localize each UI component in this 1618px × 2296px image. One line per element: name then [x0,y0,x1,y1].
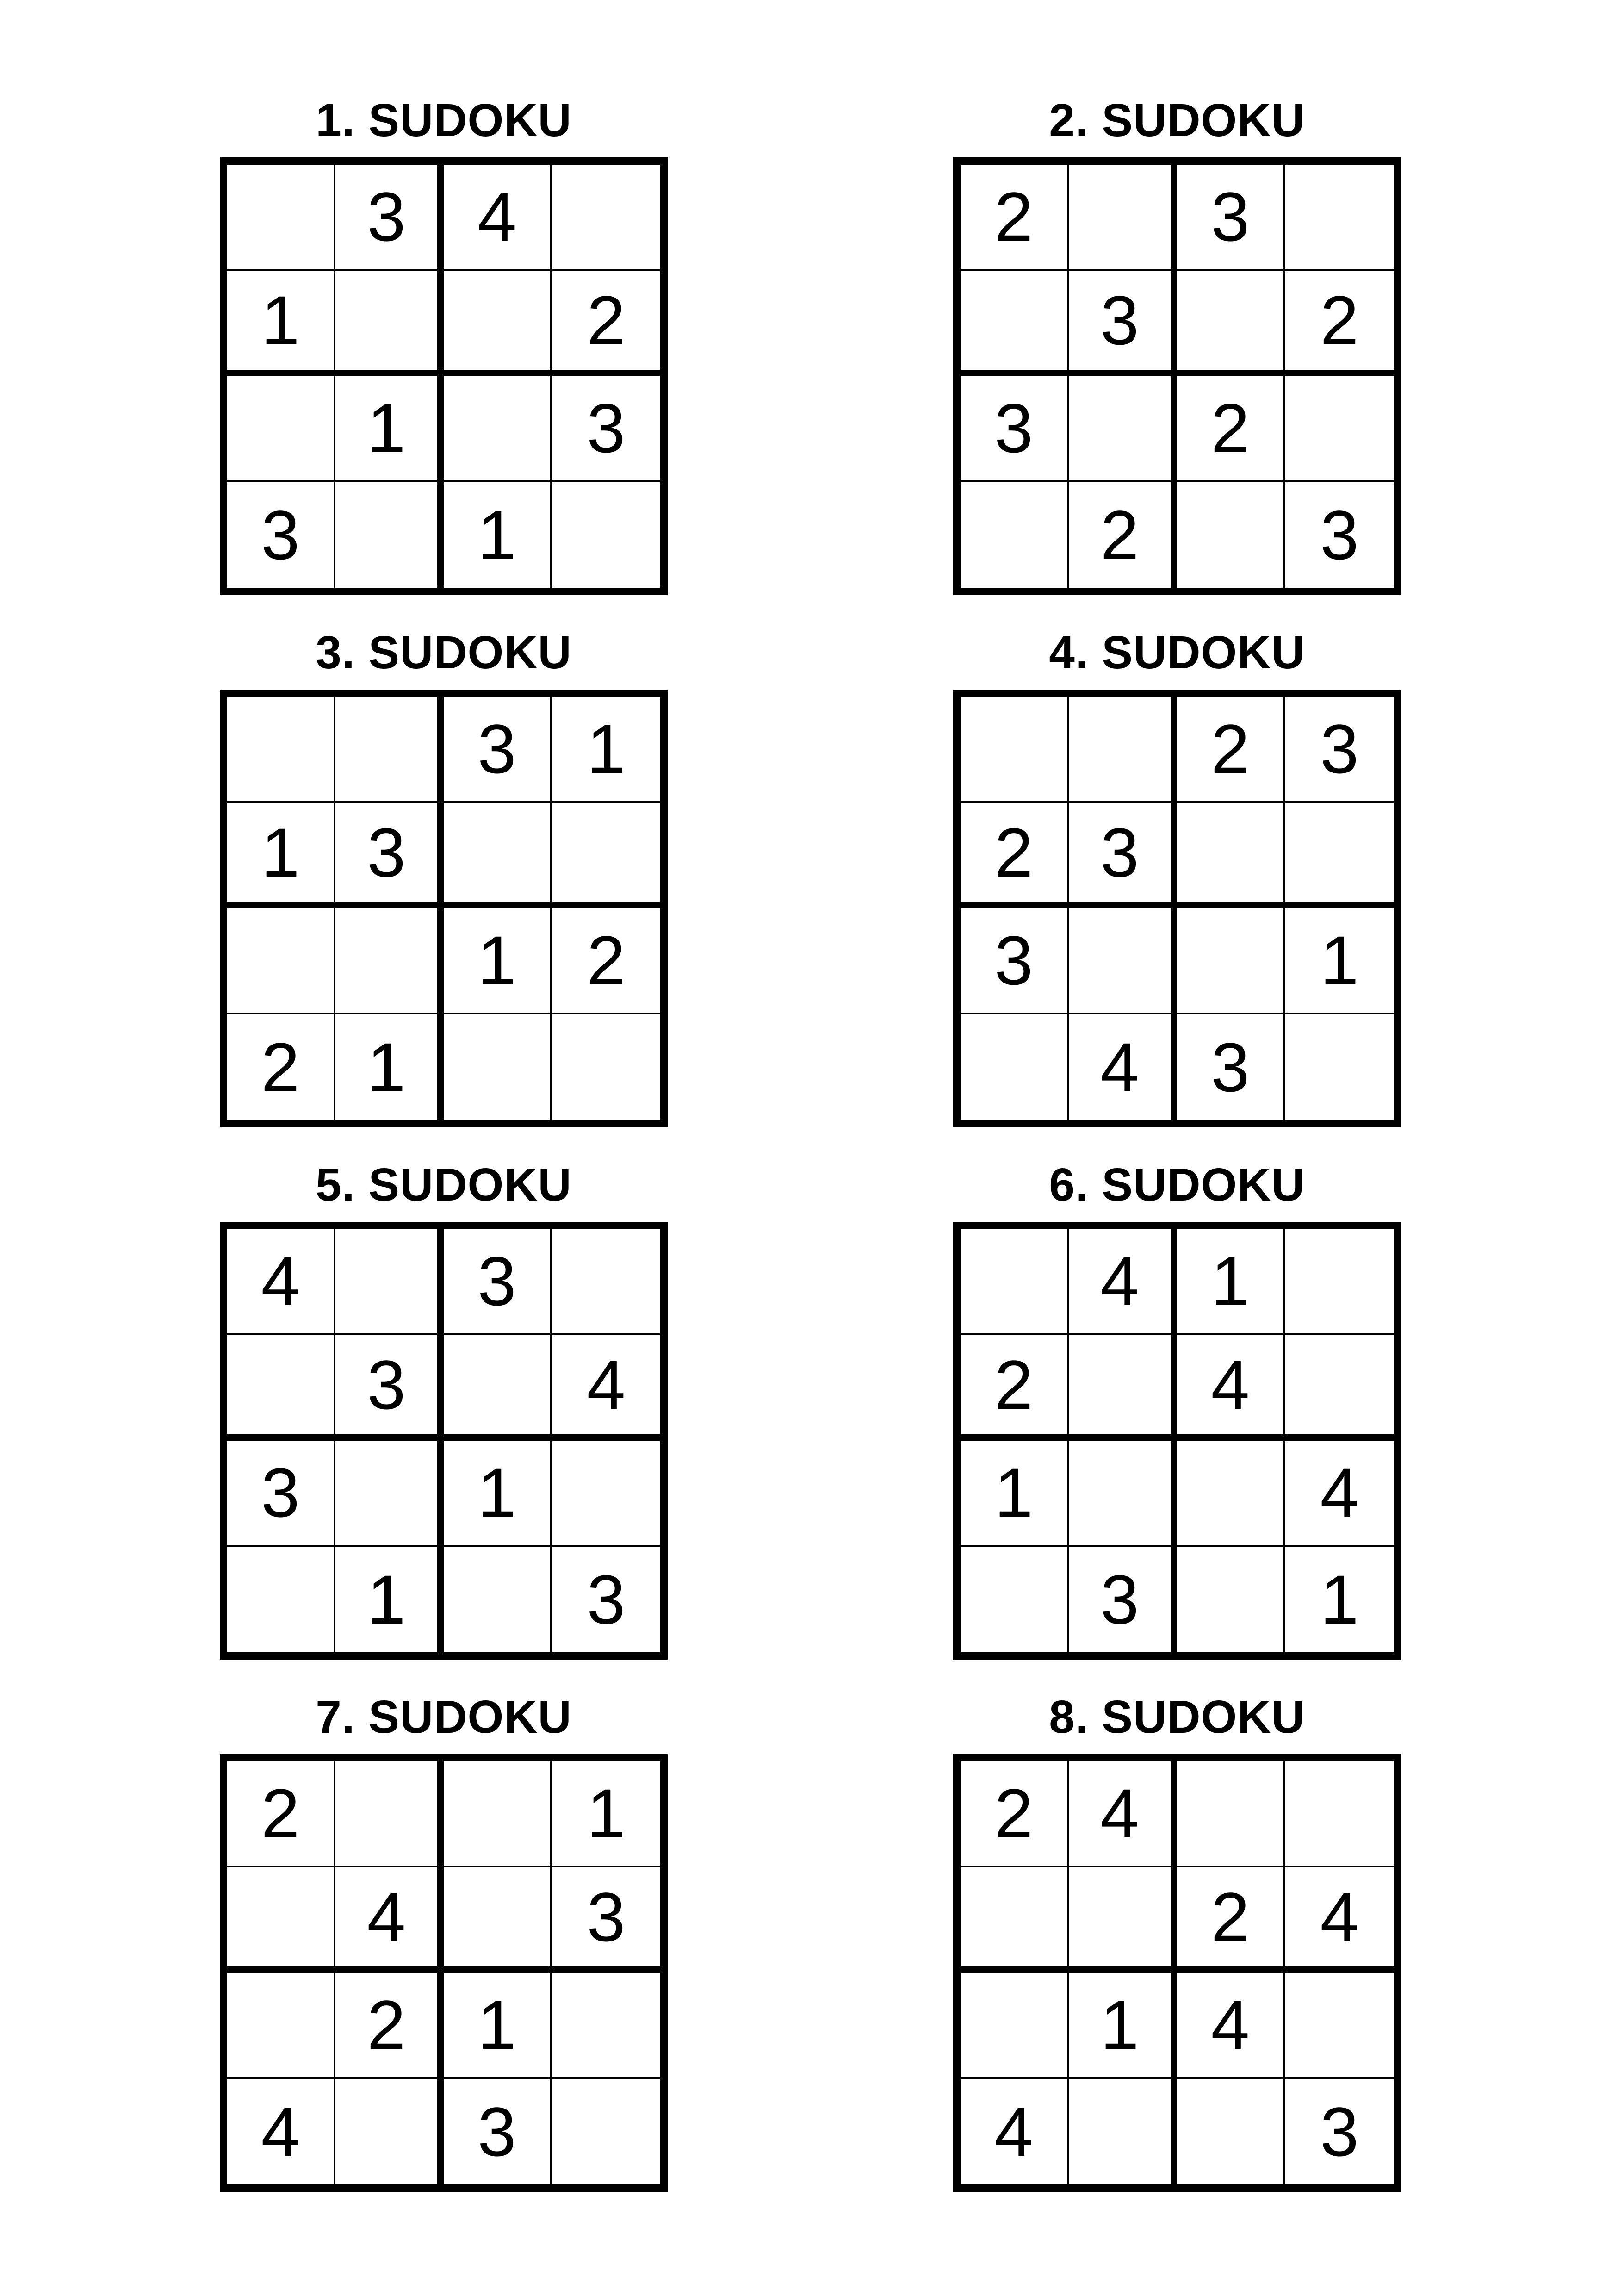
puzzle-title: 7. SUDOKU [316,1691,572,1743]
sudoku-cell[interactable] [335,1441,444,1547]
sudoku-cell[interactable] [1069,1867,1177,1973]
sudoku-cell[interactable]: 4 [1285,1441,1394,1547]
sudoku-cell[interactable] [961,271,1069,377]
sudoku-cell[interactable]: 3 [1069,1547,1177,1653]
sudoku-cell[interactable] [444,1335,552,1441]
sudoku-cell[interactable]: 3 [227,1441,335,1547]
puzzle-title: 8. SUDOKU [1049,1691,1305,1743]
sudoku-cell[interactable]: 2 [961,165,1069,271]
sudoku-cell[interactable]: 3 [1320,496,1359,574]
sudoku-cell[interactable] [961,1867,1069,1973]
sudoku-cell[interactable] [1069,2079,1177,2185]
sudoku-cell[interactable] [1069,165,1177,271]
sudoku-cell[interactable]: 4 [227,2079,335,2185]
puzzle-title: 6. SUDOKU [1049,1159,1305,1211]
sudoku-cell[interactable]: 3 [227,482,335,588]
puzzle-title: 4. SUDOKU [1049,627,1305,678]
sudoku-cell[interactable]: 2 [1069,482,1177,588]
sudoku-cell[interactable] [335,1761,444,1867]
sudoku-cell[interactable]: 4 [335,1867,444,1973]
sudoku-cell[interactable] [335,697,444,803]
sudoku-cell[interactable]: 3 [552,1867,660,1973]
sudoku-cell[interactable] [1177,2079,1285,2185]
sudoku-cell[interactable] [1069,376,1177,482]
sudoku-cell[interactable] [444,1014,552,1120]
sudoku-cell[interactable]: 4 [1069,1761,1177,1867]
sudoku-cell[interactable]: 3 [1177,165,1285,271]
sudoku-grid [953,690,1401,1127]
sudoku-cell[interactable] [227,1547,335,1653]
sudoku-cell[interactable] [1069,1335,1177,1441]
sudoku-cell[interactable] [227,165,335,271]
sudoku-cell[interactable] [961,1014,1069,1120]
sudoku-cell[interactable]: 4 [1177,1973,1285,2079]
sudoku-cell[interactable]: 1 [444,1973,552,2079]
sudoku-cell[interactable]: 4 [1177,1335,1285,1441]
sudoku-cell[interactable]: 1 [1069,1973,1177,2079]
sudoku-cell[interactable]: 3 [444,2079,552,2185]
sudoku-cell[interactable] [227,1335,335,1441]
sudoku-cell[interactable]: 4 [227,1229,335,1335]
sudoku-cell[interactable] [552,2079,660,2185]
puzzle-title: 5. SUDOKU [316,1159,572,1211]
sudoku-cell[interactable]: 4 [1069,1014,1177,1120]
sudoku-grid [953,1754,1401,2192]
sudoku-cell[interactable] [961,1229,1069,1335]
sudoku-cell[interactable]: 1 [552,1761,660,1867]
sudoku-cell[interactable] [1285,803,1394,909]
puzzle-title: 1. SUDOKU [316,94,572,146]
sudoku-cell[interactable]: 2 [335,1973,444,2079]
sudoku-cell[interactable] [444,1761,552,1867]
sudoku-cell[interactable] [227,1867,335,1973]
sudoku-cell[interactable] [1285,1761,1394,1867]
sudoku-cell[interactable]: 3 [1285,697,1394,803]
sudoku-cell[interactable] [444,1867,552,1973]
sudoku-cell[interactable]: 4 [961,2079,1069,2185]
sudoku-cell[interactable]: 3 [1177,1014,1285,1120]
sudoku-cell[interactable]: 2 [1177,697,1285,803]
sudoku-cell[interactable]: 3 [1069,271,1177,377]
sudoku-cell[interactable]: 1 [1285,908,1394,1014]
sudoku-cell[interactable] [1177,482,1285,588]
sudoku-grid [220,1222,668,1660]
sudoku-cell[interactable] [1285,1973,1394,2079]
sudoku-cell[interactable]: 3 [444,697,552,803]
sudoku-cell[interactable]: 4 [1285,1867,1394,1973]
sudoku-cell[interactable] [227,376,335,482]
sudoku-cell[interactable]: 1 [961,1441,1069,1547]
sudoku-cell[interactable] [335,482,444,588]
sudoku-cell[interactable]: 2 [227,1014,335,1120]
sudoku-cell[interactable] [1177,1761,1285,1867]
sudoku-cell[interactable] [1177,271,1285,377]
sudoku-cell[interactable]: 2 [961,1335,1069,1441]
sudoku-cell[interactable] [227,908,335,1014]
sudoku-cell[interactable] [961,1547,1069,1653]
sudoku-cell[interactable] [335,1229,444,1335]
sudoku-cell[interactable] [335,2079,444,2185]
sudoku-cell[interactable]: 2 [227,1761,335,1867]
sudoku-cell[interactable] [1177,803,1285,909]
sudoku-cell[interactable] [961,482,1069,588]
sudoku-cell[interactable]: 1 [227,271,335,377]
sudoku-cell[interactable] [335,271,444,377]
sudoku-cell[interactable]: 3 [1320,2092,1359,2171]
sudoku-cell[interactable] [1285,1335,1394,1441]
sudoku-cell[interactable] [961,697,1069,803]
sudoku-cell[interactable] [1285,1014,1394,1120]
sudoku-cell[interactable] [444,1547,552,1653]
sudoku-cell[interactable]: 2 [552,271,660,377]
sudoku-cell[interactable] [552,165,660,271]
sudoku-cell[interactable] [1069,908,1177,1014]
sudoku-cell[interactable] [552,1441,660,1547]
sudoku-cell[interactable] [227,697,335,803]
sudoku-cell[interactable]: 3 [552,376,660,482]
sudoku-cell[interactable] [1285,1229,1394,1335]
sudoku-cell[interactable]: 1 [335,376,444,482]
sudoku-cell[interactable]: 4 [552,1335,660,1441]
sudoku-grid [953,1222,1401,1660]
sudoku-cell[interactable]: 2 [1177,1867,1285,1973]
sudoku-cell[interactable]: 1 [1177,1229,1285,1335]
sudoku-cell[interactable]: 3 [961,908,1069,1014]
sudoku-cell[interactable]: 1 [444,1441,552,1547]
sudoku-cell[interactable]: 2 [552,908,660,1014]
sudoku-cell[interactable] [444,271,552,377]
sudoku-cell[interactable]: 3 [1069,803,1177,909]
sudoku-cell[interactable] [1069,1441,1177,1547]
sudoku-cell[interactable]: 4 [1069,1229,1177,1335]
sudoku-grid [220,1754,668,2192]
sudoku-cell[interactable]: 3 [335,1335,444,1441]
sudoku-cell[interactable] [1285,376,1394,482]
sudoku-cell[interactable]: 1 [1320,1560,1359,1638]
sudoku-cell[interactable] [1177,908,1285,1014]
sudoku-cell[interactable] [444,376,552,482]
sudoku-cell[interactable]: 2 [1285,271,1394,377]
puzzle-title: 2. SUDOKU [1049,94,1305,146]
sudoku-cell[interactable]: 3 [961,376,1069,482]
sudoku-grid [953,157,1401,595]
sudoku-cell[interactable]: 3 [587,1560,626,1638]
sudoku-cell[interactable]: 3 [335,803,444,909]
sudoku-grid [220,157,668,595]
sudoku-cell[interactable] [552,1229,660,1335]
sudoku-cell[interactable] [552,1014,660,1120]
sudoku-cell[interactable] [961,1973,1069,2079]
sudoku-cell[interactable] [552,482,660,588]
sudoku-cell[interactable]: 2 [961,1761,1069,1867]
sudoku-cell[interactable] [552,803,660,909]
sudoku-grid [220,690,668,1127]
sudoku-cell[interactable]: 3 [335,165,444,271]
sudoku-cell[interactable] [227,1973,335,2079]
sudoku-cell[interactable]: 2 [961,803,1069,909]
sudoku-cell[interactable]: 4 [444,165,552,271]
sudoku-cell[interactable]: 1 [552,697,660,803]
puzzle-title: 3. SUDOKU [316,627,572,678]
sudoku-cell[interactable]: 1 [335,1014,444,1120]
sudoku-cell[interactable] [335,908,444,1014]
sudoku-cell[interactable]: 3 [444,1229,552,1335]
sudoku-cell[interactable]: 2 [1177,376,1285,482]
sudoku-cell[interactable]: 1 [227,803,335,909]
sudoku-cell[interactable]: 1 [335,1547,444,1653]
sudoku-cell[interactable] [1069,697,1177,803]
sudoku-cell[interactable] [1177,1441,1285,1547]
sudoku-cell[interactable] [1177,1547,1285,1653]
sudoku-cell[interactable]: 1 [444,482,552,588]
sudoku-cell[interactable]: 1 [444,908,552,1014]
sudoku-cell[interactable] [444,803,552,909]
sudoku-cell[interactable] [1285,165,1394,271]
sudoku-cell[interactable] [552,1973,660,2079]
